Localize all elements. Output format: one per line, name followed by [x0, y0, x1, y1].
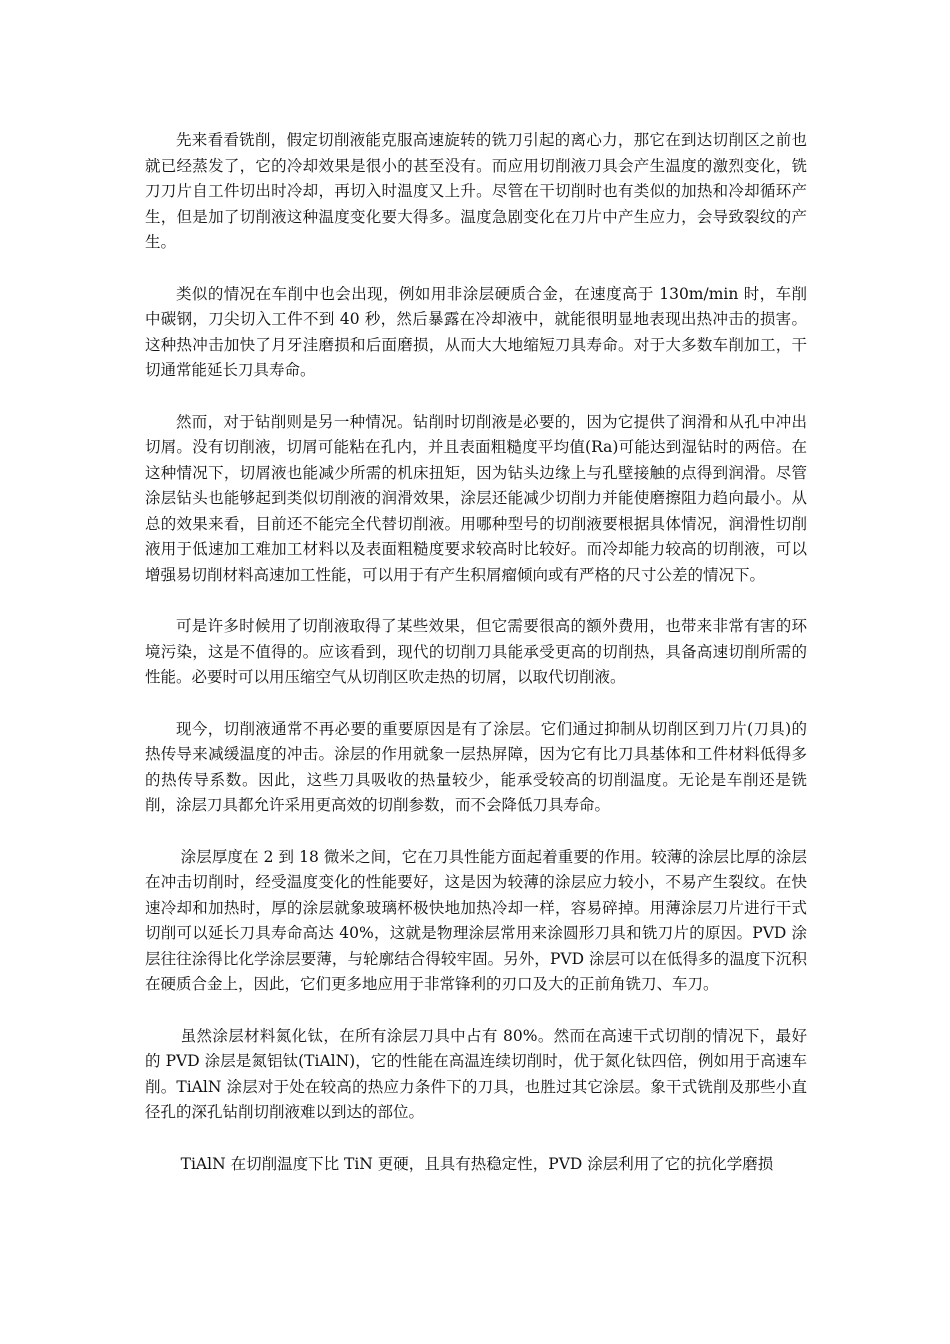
paragraph-coating: 现今，切削液通常不再必要的重要原因是有了涂层。它们通过抑制从切削区到刀片(刀具)的热传导来减缓温度的冲击。涂层的作用就象一层热屏障，因为它有比刀具基体和工件材料低得多的热传导系数。因此，这些刀具吸收的热量较少，能承受较高的切削温度。无论是车削还是铣削，涂层刀具都允许采用更高效的切削参数，而不会降低刀具寿命。	[145, 719, 807, 814]
paragraph-tialn-hardness: TiAlN 在切削温度下比 TiN 更硬，且具有热稳定性，PVD 涂层利用了它的抗化学磨损	[180, 1154, 774, 1173]
paragraph-cost: 可是许多时候用了切削液取得了某些效果，但它需要很高的额外费用，也带来非常有害的环境污染，这是不值得的。应该看到，现代的切削刀具能承受更高的切削热，具备高速切削所需的性能。必要时可以用压缩空气从切削区吹走热的切屑，以取代切削液。	[145, 617, 807, 686]
paragraph-tialn: 虽然涂层材料氮化钛，在所有涂层刀具中占有 80%。然而在高速干式切削的情况下，最好的 PVD 涂层是氮铝钛(TiAlN)，它的性能在高温连续切削时，优于氮化钛四倍，例如用于高速车削。TiAlN 涂层对于处在较高的热应力条件下的刀具，也胜过其它涂层。象干式铣削及那些小直径孔的深孔钻削切削液难以到达的部位。	[145, 1026, 807, 1121]
paragraph-milling: 先来看看铣削，假定切削液能克服高速旋转的铣刀引起的离心力，那它在到达切削区之前也就已经蒸发了，它的冷却效果是很小的甚至没有。而应用切削液刀具会产生温度的激烈变化，铣刀刀片自工件切出时冷却，再切入时温度又上升。尽管在干切削时也有类似的加热和冷却循环产生，但是加了切削液这种温度变化要大得多。温度急剧变化在刀片中产生应力，会导致裂纹的产生。	[145, 131, 807, 251]
paragraph-coating-thickness: 涂层厚度在 2 到 18 微米之间，它在刀具性能方面起着重要的作用。较薄的涂层比厚的涂层在冲击切削时，经受温度变化的性能要好，这是因为较薄的涂层应力较小，不易产生裂纹。在快速冷却和加热时，厚的涂层就象玻璃杯极快地加热冷却一样，容易碎掉。用薄涂层刀片进行干式切削可以延长刀具寿命高达 40%，这就是物理涂层常用来涂圆形刀具和铣刀片的原因。PVD 涂层往往涂得比化学涂层要薄，与轮廓结合得较牢固。另外，PVD 涂层可以在低得多的温度下沉积在硬质合金上，因此，它们更多地应用于非常锋利的刃口及大的正前角铣刀、车刀。	[145, 847, 807, 993]
paragraph-turning: 类似的情况在车削中也会出现，例如用非涂层硬质合金，在速度高于 130m/min 时，车削中碳钢，刀尖切入工件不到 40 秒，然后暴露在冷却液中，就能很明显地表现出热冲击的损害。这种热冲击加快了月牙洼磨损和后面磨损，从而大大地缩短刀具寿命。对于大多数车削加工，干切通常能延长刀具寿命。	[145, 284, 807, 379]
document-page	[145, 128, 807, 1203]
paragraph-drilling: 然而，对于钻削则是另一种情况。钻削时切削液是必要的，因为它提供了润滑和从孔中冲出切屑。没有切削液，切屑可能粘在孔内，并且表面粗糙度平均值(Ra)可能达到湿钻时的两倍。在这种情况下，切屑液也能减少所需的机床扭矩，因为钻头边缘上与孔壁接触的点得到润滑。尽管涂层钻头也能够起到类似切削液的润滑效果，涂层还能减少切削力并能使磨擦阻力趋向最小。从总的效果来看，目前还不能完全代替切削液。用哪种型号的切削液要根据具体情况，润滑性切削液用于低速加工难加工材料以及表面粗糙度要求较高时比较好。而冷却能力较高的切削液，可以增强易切削材料高速加工性能，可以用于有产生积屑瘤倾向或有严格的尺寸公差的情况下。	[145, 412, 807, 584]
